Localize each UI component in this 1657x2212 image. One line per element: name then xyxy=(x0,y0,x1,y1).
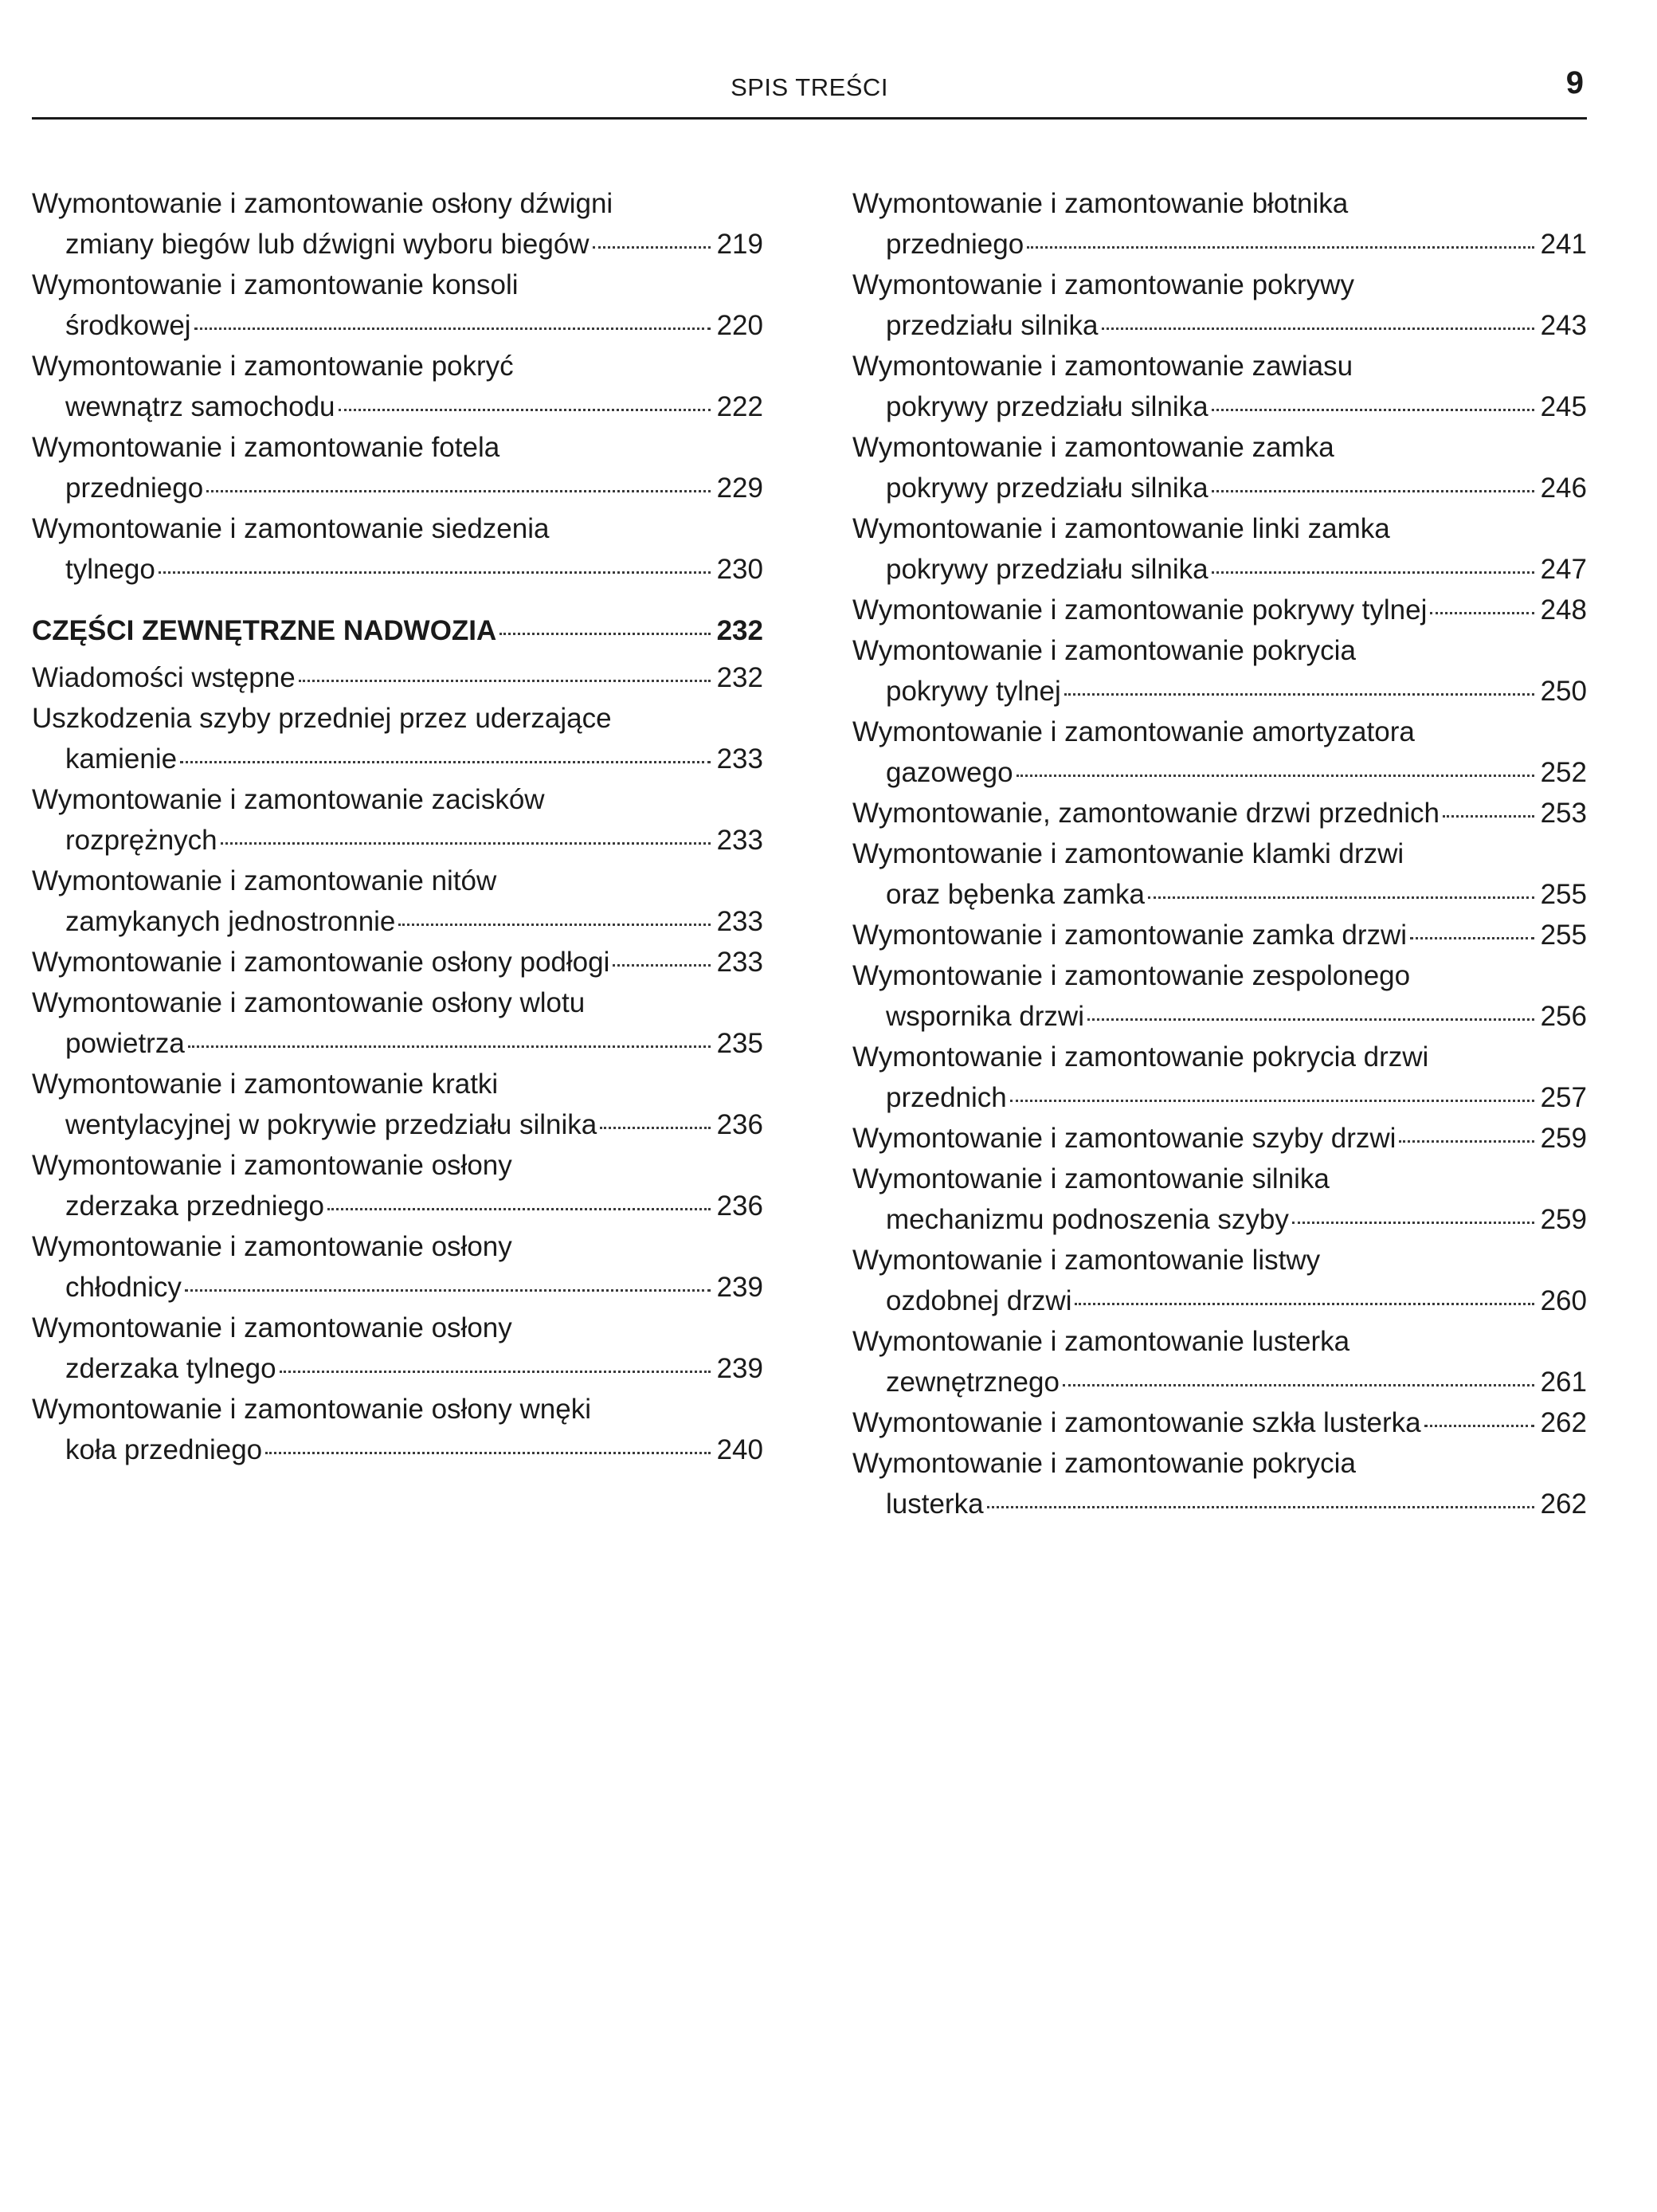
toc-entry[interactable] xyxy=(852,1118,1587,1159)
toc-entry[interactable] xyxy=(852,1402,1587,1443)
toc-entry-text-line: Wymontowanie i zamontowanie pokrywy tylnej xyxy=(852,594,1428,626)
dot-leader xyxy=(1399,1140,1534,1143)
toc-entry-text-line: zmiany biegów lub dźwigni wyboru biegów xyxy=(65,229,590,260)
dot-leader xyxy=(221,842,711,845)
toc-entries-group xyxy=(32,183,763,590)
toc-entry[interactable] xyxy=(32,779,763,861)
toc-entry-text-line: zderzaka tylnego xyxy=(65,1353,276,1384)
toc-entry-last-line xyxy=(32,1348,763,1389)
toc-entry-text-line: Wymontowanie i zamontowanie pokrycia drzwi xyxy=(852,1041,1429,1073)
dot-leader xyxy=(206,490,711,492)
toc-entry[interactable] xyxy=(852,793,1587,833)
toc-entry[interactable] xyxy=(32,1389,763,1470)
dot-leader xyxy=(1292,1222,1534,1224)
toc-entry-text-line: Wymontowanie i zamontowanie nitów xyxy=(32,865,497,896)
toc-entry-last-line xyxy=(852,1362,1587,1402)
toc-entry-page: 241 xyxy=(1540,229,1587,260)
toc-entry-text-line: gazowego xyxy=(886,757,1013,788)
toc-entry[interactable] xyxy=(32,183,763,265)
toc-entry-page: 262 xyxy=(1540,1407,1587,1438)
toc-entry[interactable] xyxy=(32,657,763,698)
dot-leader xyxy=(1430,612,1534,614)
toc-entry[interactable] xyxy=(852,630,1587,712)
toc-entry-page: 247 xyxy=(1540,554,1587,585)
toc-entry[interactable] xyxy=(852,346,1587,427)
dot-leader xyxy=(1075,1303,1534,1305)
dot-leader xyxy=(1212,571,1534,574)
toc-entry[interactable] xyxy=(32,508,763,590)
section-page: 232 xyxy=(716,615,763,646)
toc-entry[interactable] xyxy=(852,427,1587,508)
toc-entry-page: 259 xyxy=(1540,1204,1587,1235)
toc-entry-page: 248 xyxy=(1540,594,1587,626)
running-header-title: SPIS TREŚCI xyxy=(731,73,888,101)
toc-entry-page: 253 xyxy=(1540,798,1587,829)
toc-entry-last-line xyxy=(32,901,763,942)
toc-entry-last-line xyxy=(852,915,1587,955)
dot-leader xyxy=(1087,1018,1534,1021)
toc-entry-text-line: Wymontowanie i zamontowanie silnika xyxy=(852,1163,1330,1194)
toc-entry[interactable] xyxy=(32,1064,763,1145)
header-rule xyxy=(32,117,1587,120)
toc-entry-last-line xyxy=(852,549,1587,590)
toc-entry-text-line: Wymontowanie i zamontowanie szyby drzwi xyxy=(852,1123,1397,1154)
toc-entry-page: 239 xyxy=(716,1353,763,1384)
toc-entry-text-line: Wymontowanie i zamontowanie szkła lusterka xyxy=(852,1407,1421,1438)
toc-entry-last-line xyxy=(852,1484,1587,1524)
toc-entry-text-line: Wymontowanie i zamontowanie zawiasu xyxy=(852,351,1353,382)
toc-entry-page: 246 xyxy=(1540,473,1587,504)
toc-entry[interactable] xyxy=(852,833,1587,915)
toc-entry[interactable] xyxy=(32,982,763,1064)
toc-entry-text-line: Wymontowanie i zamontowanie fotela xyxy=(32,432,500,463)
toc-entry-last-line xyxy=(852,752,1587,793)
toc-entry[interactable] xyxy=(32,346,763,427)
toc-entry-page: 232 xyxy=(716,662,763,693)
toc-entry-last-line xyxy=(32,1267,763,1308)
toc-section-heading[interactable] xyxy=(32,610,763,651)
dot-leader xyxy=(1027,246,1534,249)
toc-entry-last-line xyxy=(852,224,1587,265)
toc-entry[interactable] xyxy=(32,861,763,942)
toc-entry[interactable] xyxy=(32,698,763,779)
dot-leader xyxy=(398,924,711,926)
toc-entry-last-line xyxy=(852,793,1587,833)
toc-entry-text-line: wspornika drzwi xyxy=(886,1001,1084,1032)
toc-entry-page: 229 xyxy=(716,473,763,504)
toc-entry-text-line: powietrza xyxy=(65,1028,185,1059)
toc-entry[interactable] xyxy=(852,590,1587,630)
toc-entry-text-line: pokrywy przedziału silnika xyxy=(886,391,1208,422)
toc-entry-page: 252 xyxy=(1540,757,1587,788)
toc-entry-text-line: środkowej xyxy=(65,310,191,341)
toc-entry-text-line: koła przedniego xyxy=(65,1434,263,1465)
toc-entry-page: 233 xyxy=(716,947,763,978)
toc-entry[interactable] xyxy=(852,1240,1587,1321)
toc-entry-text-line: Wymontowanie i zamontowanie kratki xyxy=(32,1069,499,1100)
toc-entry-last-line xyxy=(852,671,1587,712)
toc-entry-last-line xyxy=(852,468,1587,508)
dot-leader xyxy=(280,1371,711,1373)
toc-entry-page: 239 xyxy=(716,1272,763,1303)
toc-entry-last-line xyxy=(32,305,763,346)
toc-entry-page: 259 xyxy=(1540,1123,1587,1154)
toc-entry-last-line xyxy=(32,1186,763,1226)
dot-leader xyxy=(194,327,711,330)
dot-leader xyxy=(1063,1384,1534,1386)
toc-entry-text-line: przedniego xyxy=(65,473,204,504)
page-header xyxy=(32,64,1587,120)
toc-entry-text-line: chłodnicy xyxy=(65,1272,182,1303)
dot-leader xyxy=(499,633,711,635)
dot-leader xyxy=(159,571,711,574)
toc-entry-page: 235 xyxy=(716,1028,763,1059)
toc-entries-group xyxy=(852,183,1587,1524)
toc-entry[interactable] xyxy=(852,183,1587,265)
toc-entry-text-line: wentylacyjnej w pokrywie przedziału silnika xyxy=(65,1109,597,1140)
toc-entry[interactable] xyxy=(852,508,1587,590)
toc-entry-text-line: Wymontowanie, zamontowanie drzwi przednich xyxy=(852,798,1440,829)
toc-entry-text-line: Wymontowanie i zamontowanie konsoli xyxy=(32,269,519,300)
toc-entry-text-line: Wymontowanie i zamontowanie zamka xyxy=(852,432,1334,463)
toc-entry-text-line: Wymontowanie i zamontowanie osłony xyxy=(32,1231,512,1262)
dot-leader xyxy=(265,1452,711,1454)
toc-entry-last-line xyxy=(852,1402,1587,1443)
toc-entry-page: 233 xyxy=(716,743,763,775)
toc-entry-page: 245 xyxy=(1540,391,1587,422)
dot-leader xyxy=(593,246,711,249)
toc-entry-last-line xyxy=(32,549,763,590)
toc-entry-page: 262 xyxy=(1540,1488,1587,1520)
dot-leader xyxy=(987,1506,1534,1508)
toc-entry[interactable] xyxy=(32,427,763,508)
toc-entry[interactable] xyxy=(32,942,763,982)
toc-entry-page: 257 xyxy=(1540,1082,1587,1113)
toc-entry-text-line: rozprężnych xyxy=(65,825,217,856)
toc-entry-text-line: Wymontowanie i zamontowanie osłony wlotu xyxy=(32,987,586,1018)
toc-entry[interactable] xyxy=(32,1145,763,1226)
toc-entry-text-line: pokrywy przedziału silnika xyxy=(886,554,1208,585)
toc-entry-text-line: Wymontowanie i zamontowanie osłony dźwigni xyxy=(32,188,613,219)
dot-leader xyxy=(1410,937,1534,939)
toc-entry-page: 230 xyxy=(716,554,763,585)
toc-entry[interactable] xyxy=(852,1159,1587,1240)
dot-leader xyxy=(188,1045,711,1048)
toc-entry-text-line: Wymontowanie i zamontowanie pokryć xyxy=(32,351,514,382)
toc-entry-page: 260 xyxy=(1540,1285,1587,1316)
toc-entry-page: 256 xyxy=(1540,1001,1587,1032)
toc-entry[interactable] xyxy=(32,265,763,346)
toc-entry-text-line: Wymontowanie i zamontowanie pokrywy xyxy=(852,269,1354,300)
toc-entry-text-line: Wymontowanie i zamontowanie pokrycia xyxy=(852,1448,1356,1479)
toc-entry-text-line: Wymontowanie i zamontowanie zacisków xyxy=(32,784,545,815)
toc-entry-last-line xyxy=(852,874,1587,915)
toc-entry-text-line: Wymontowanie i zamontowanie siedzenia xyxy=(32,513,550,544)
toc-entry-text-line: Wymontowanie i zamontowanie zespolonego xyxy=(852,960,1411,991)
toc-entry[interactable] xyxy=(852,955,1587,1037)
toc-left-column xyxy=(32,183,763,1470)
toc-entry-text-line: Wymontowanie i zamontowanie osłony xyxy=(32,1312,512,1343)
toc-entry[interactable] xyxy=(32,1226,763,1308)
toc-entry-text-line: Uszkodzenia szyby przedniej przez uderzające xyxy=(32,703,612,734)
toc-entry-last-line xyxy=(32,386,763,427)
toc-entry-page: 250 xyxy=(1540,676,1587,707)
toc-entry-text-line: mechanizmu podnoszenia szyby xyxy=(886,1204,1289,1235)
toc-entry-page: 255 xyxy=(1540,920,1587,951)
toc-entry[interactable] xyxy=(852,1037,1587,1118)
toc-entry-last-line xyxy=(852,305,1587,346)
dot-leader xyxy=(339,409,711,411)
toc-entry-page: 236 xyxy=(716,1190,763,1222)
toc-entry-text-line: Wymontowanie i zamontowanie listwy xyxy=(852,1245,1321,1276)
toc-entry-last-line xyxy=(852,1199,1587,1240)
toc-entry-last-line xyxy=(852,1077,1587,1118)
dot-leader xyxy=(600,1127,711,1129)
toc-entry-text-line: Wymontowanie i zamontowanie amortyzatora xyxy=(852,716,1415,747)
toc-entry-last-line xyxy=(32,1430,763,1470)
toc-entry-last-line xyxy=(32,820,763,861)
toc-entry-text-line: przednich xyxy=(886,1082,1007,1113)
toc-entry-text-line: kamienie xyxy=(65,743,178,775)
toc-entry-text-line: Wymontowanie i zamontowanie linki zamka xyxy=(852,513,1390,544)
toc-entry-page: 236 xyxy=(716,1109,763,1140)
dot-leader xyxy=(327,1208,711,1210)
toc-entry-last-line xyxy=(32,1023,763,1064)
toc-entry-page: 233 xyxy=(716,906,763,937)
dot-leader xyxy=(1064,693,1534,696)
toc-entry-last-line xyxy=(32,1104,763,1145)
toc-entry-text-line: zamykanych jednostronnie xyxy=(65,906,396,937)
toc-entry-text-line: Wymontowanie i zamontowanie osłony podłogi xyxy=(32,947,610,978)
toc-entry-last-line xyxy=(32,657,763,698)
section-title: CZĘŚCI ZEWNĘTRZNE NADWOZIA xyxy=(32,615,497,646)
toc-entry-text-line: oraz bębenka zamka xyxy=(886,879,1145,910)
page-number: 9 xyxy=(1565,65,1584,100)
toc-entry-text-line: Wymontowanie i zamontowanie zamka drzwi xyxy=(852,920,1408,951)
toc-entry-text-line: ozdobnej drzwi xyxy=(886,1285,1072,1316)
dot-leader xyxy=(180,761,711,763)
toc-entry[interactable] xyxy=(852,265,1587,346)
toc-entry[interactable] xyxy=(852,1443,1587,1524)
toc-entry-last-line xyxy=(32,942,763,982)
toc-entry-last-line xyxy=(32,739,763,779)
toc-entry-last-line xyxy=(852,1118,1587,1159)
toc-entry-last-line xyxy=(852,1281,1587,1321)
dot-leader xyxy=(1010,1100,1534,1102)
toc-entry-last-line xyxy=(32,468,763,508)
toc-entry-page: 233 xyxy=(716,825,763,856)
toc-entry-text-line: Wiadomości wstępne xyxy=(32,662,296,693)
toc-entry-text-line: zewnętrznego xyxy=(886,1367,1060,1398)
dot-leader xyxy=(299,680,711,682)
toc-entry-page: 240 xyxy=(716,1434,763,1465)
toc-entry-text-line: przedniego xyxy=(886,229,1024,260)
toc-entry-page: 261 xyxy=(1540,1367,1587,1398)
toc-entry-text-line: lusterka xyxy=(886,1488,984,1520)
toc-entry-text-line: Wymontowanie i zamontowanie klamki drzwi xyxy=(852,838,1404,869)
toc-entry-text-line: Wymontowanie i zamontowanie osłony xyxy=(32,1150,512,1181)
toc-entry-last-line xyxy=(852,590,1587,630)
toc-entry-text-line: przedziału silnika xyxy=(886,310,1099,341)
toc-entry-last-line xyxy=(852,386,1587,427)
toc-entry[interactable] xyxy=(852,1321,1587,1402)
toc-entry[interactable] xyxy=(852,915,1587,955)
toc-entry-text-line: Wymontowanie i zamontowanie pokrycia xyxy=(852,635,1356,666)
toc-entry-page: 255 xyxy=(1540,879,1587,910)
toc-entry-text-line: wewnątrz samochodu xyxy=(65,391,335,422)
dot-leader xyxy=(1212,490,1534,492)
toc-entry[interactable] xyxy=(32,1308,763,1389)
toc-entry-page: 219 xyxy=(716,229,763,260)
toc-entry[interactable] xyxy=(852,712,1587,793)
toc-entry-text-line: Wymontowanie i zamontowanie błotnika xyxy=(852,188,1349,219)
toc-entry-page: 222 xyxy=(716,391,763,422)
toc-entry-text-line: pokrywy przedziału silnika xyxy=(886,473,1208,504)
toc-entry-text-line: pokrywy tylnej xyxy=(886,676,1061,707)
dot-leader xyxy=(1148,896,1534,899)
dot-leader xyxy=(1017,775,1534,777)
dot-leader xyxy=(1424,1425,1534,1427)
toc-entry-page: 243 xyxy=(1540,310,1587,341)
toc-section-entries-group xyxy=(32,657,763,1470)
toc-entry-text-line: zderzaka przedniego xyxy=(65,1190,324,1222)
dot-leader xyxy=(1102,327,1534,330)
toc-entry-text-line: Wymontowanie i zamontowanie lusterka xyxy=(852,1326,1350,1357)
toc-entry-text-line: tylnego xyxy=(65,554,155,585)
dot-leader xyxy=(185,1289,711,1292)
toc-right-column xyxy=(852,183,1587,1524)
toc-entry-last-line xyxy=(32,224,763,265)
toc-entry-text-line: Wymontowanie i zamontowanie osłony wnęki xyxy=(32,1394,591,1425)
toc-entry-page: 220 xyxy=(716,310,763,341)
dot-leader xyxy=(1443,815,1534,818)
dot-leader xyxy=(613,964,711,967)
toc-entry-last-line xyxy=(852,996,1587,1037)
dot-leader xyxy=(1212,409,1534,411)
